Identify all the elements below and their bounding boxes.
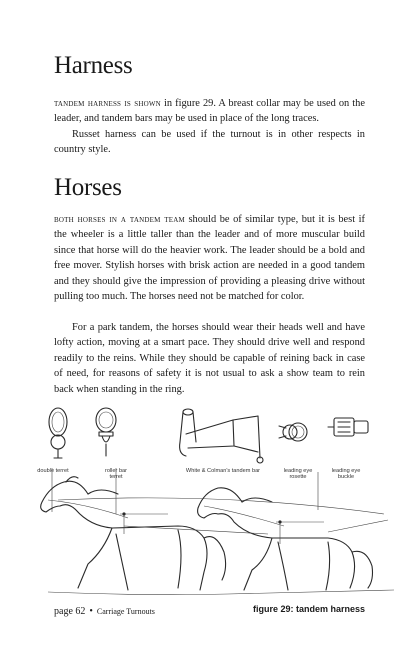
tandem-bar-drawing xyxy=(180,409,263,463)
page-number: page 62 xyxy=(54,606,86,617)
double-terret-drawing xyxy=(49,408,67,458)
harness-drawing xyxy=(28,402,394,606)
horses-lead-in: both horses in a tandem team xyxy=(54,214,185,225)
label-leading-eye-rosette: leading eye rosette xyxy=(283,468,313,481)
horses-paragraph-1 xyxy=(54,212,365,304)
label-roller-bar-terret: roller bar terret xyxy=(104,468,128,481)
section-heading-harness: Harness xyxy=(54,52,133,79)
label-tandem-bar: White & Colman's tandem bar xyxy=(185,468,261,474)
figure-caption: figure 29: tandem harness xyxy=(252,604,365,614)
label-double-terret: double terret xyxy=(37,468,69,474)
roller-bar-terret-drawing xyxy=(96,408,116,456)
footer-separator: • xyxy=(89,606,93,617)
section-heading-horses: Horses xyxy=(54,174,122,201)
harness-paragraph-1-text: in figure 29. A breast collar may be used on the leader, and tandem bars may be used in place of the long traces. xyxy=(54,98,365,125)
horses-paragraph-2: For a park tandem, the horses should wear their heads well and have lofty action, moving at a smart pace. They should drive well and respond readily to the reins. While they should be capable of reining back in case of need, for reasons of safety it is not usual to ask a show team to rein back when standing in the ring. xyxy=(54,322,365,395)
harness-lead-in: tandem harness is shown xyxy=(54,98,161,109)
label-leading-eye-buckle: leading eye buckle xyxy=(331,468,361,481)
leading-eye-buckle-drawing xyxy=(328,418,368,436)
leading-eye-rosette-drawing xyxy=(279,423,307,441)
page-footer xyxy=(54,606,155,617)
horses-paragraph-1-text: should be of similar type, but it is best if the wheeler is a little taller than the leader and of more muscular build since that horse will do the heavier work. The leader should be a bold and free mover. Stylish horses with brisk action are needed in a good tandem and they should give the impression of providing a pleasing drive without pulling too much. The horses need not be matched for color. xyxy=(54,214,365,303)
tandem-harness-illustration xyxy=(28,402,394,606)
harness-paragraph-2: Russet harness can be used if the turnout is in other respects in country style. xyxy=(54,129,365,156)
leader-horse-drawing xyxy=(41,477,226,590)
running-title: Carriage Turnouts xyxy=(96,607,155,616)
harness-paragraph-1 xyxy=(54,96,365,127)
